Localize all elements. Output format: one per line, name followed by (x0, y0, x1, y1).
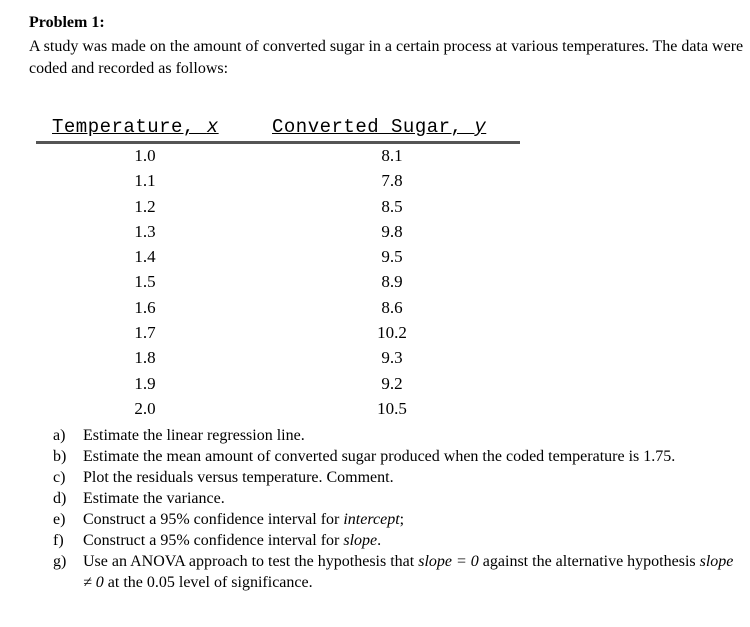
question-text-end: . (377, 532, 382, 549)
question-emphasis-alt: slope ≠ 0 (83, 553, 734, 591)
question-label: b) (53, 448, 67, 465)
temperature-cell: 1.8 (134, 348, 156, 368)
sugar-cell: 8.9 (381, 272, 403, 292)
question-text-end: ; (399, 511, 405, 528)
question-e (50, 509, 740, 530)
header-converted-sugar-label: Converted Sugar, (272, 116, 475, 138)
question-label: d) (53, 490, 67, 507)
header-converted-sugar (272, 116, 486, 138)
sugar-cell: 8.5 (381, 196, 403, 216)
table-row (36, 321, 520, 346)
question-text-end: at the 0.05 level of significance. (103, 574, 313, 591)
question-a (50, 425, 740, 446)
question-emphasis: intercept (343, 511, 400, 528)
question-text: Estimate the mean amount of converted sugar produced when the coded temperature is 1.75. (83, 448, 676, 465)
question-b (50, 446, 740, 467)
header-temperature-label: Temperature, (52, 116, 207, 138)
temperature-cell: 1.1 (134, 171, 156, 191)
sugar-cell: 9.2 (381, 373, 403, 393)
question-text: Use an ANOVA approach to test the hypothesis that (83, 553, 419, 570)
problem-title: Problem 1: (29, 14, 105, 31)
table-row (36, 144, 520, 169)
temperature-cell: 1.6 (134, 297, 156, 317)
question-d (50, 488, 740, 509)
question-c (50, 467, 740, 488)
question-emphasis-null: slope = 0 (418, 553, 479, 570)
sugar-cell: 9.5 (381, 247, 403, 267)
table-body (36, 144, 520, 422)
temperature-cell: 1.7 (134, 323, 156, 343)
question-text: Construct a 95% confidence interval for (83, 532, 344, 549)
question-label: c) (53, 469, 66, 486)
temperature-cell: 2.0 (134, 398, 156, 418)
question-text: Estimate the linear regression line. (83, 427, 305, 444)
data-table (36, 116, 520, 422)
question-g (50, 551, 740, 593)
temperature-cell: 1.5 (134, 272, 156, 292)
sugar-cell: 10.2 (377, 323, 407, 343)
question-text: Estimate the variance. (83, 490, 225, 507)
question-text: Plot the residuals versus temperature. Comment. (83, 469, 394, 486)
temperature-cell: 1.9 (134, 373, 156, 393)
table-row (36, 169, 520, 194)
sugar-cell: 8.1 (381, 146, 403, 165)
header-x-variable: x (206, 116, 219, 138)
temperature-cell: 1.2 (134, 196, 156, 216)
sugar-cell: 9.8 (381, 221, 403, 241)
temperature-cell: 1.0 (134, 146, 156, 165)
temperature-cell: 1.4 (134, 247, 156, 267)
table-row (36, 372, 520, 397)
header-y-variable: y (474, 116, 487, 138)
table-header (36, 116, 520, 140)
question-label: e) (53, 511, 66, 528)
table-row (36, 195, 520, 220)
sugar-cell: 9.3 (381, 348, 403, 368)
sugar-cell: 10.5 (377, 398, 407, 418)
temperature-cell: 1.3 (134, 221, 156, 241)
question-f (50, 530, 740, 551)
table-row (36, 296, 520, 321)
header-temperature (52, 116, 219, 138)
sugar-cell: 8.6 (381, 297, 403, 317)
table-row (36, 220, 520, 245)
question-label: a) (53, 427, 66, 444)
question-emphasis: slope (343, 532, 378, 549)
problem-intro: A study was made on the amount of converted sugar in a certain process at various temperatures. The data were coded and recorded as follows: (29, 38, 744, 77)
question-label: g) (53, 553, 67, 570)
table-row (36, 397, 520, 422)
question-list (50, 425, 740, 593)
table-row (36, 245, 520, 270)
question-text-mid: against the alternative hypothesis (478, 553, 700, 570)
question-text: Construct a 95% confidence interval for (83, 511, 344, 528)
question-label: f) (53, 532, 64, 549)
table-row (36, 346, 520, 371)
sugar-cell: 7.8 (381, 171, 403, 191)
table-row (36, 270, 520, 295)
